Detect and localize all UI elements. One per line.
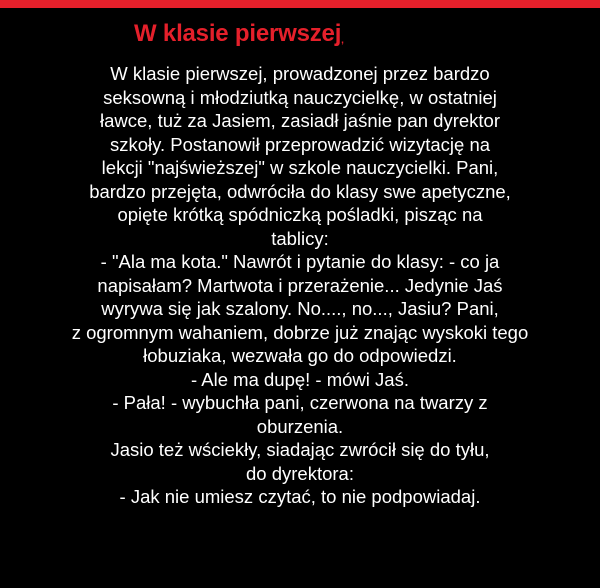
story-line: łobuziaka, wezwała go do odpowiedzi.	[143, 345, 457, 366]
story-line: opięte krótką spódniczką pośladki, pisząc na	[117, 204, 483, 225]
story-line: do dyrektora:	[246, 462, 354, 484]
story-line: wyrywa się jak szalony. No...., no..., Jasiu? Pani,	[101, 298, 499, 319]
story-line: - Pała! - wybuchła pani, czerwona na twarzy z	[112, 392, 488, 413]
story-text	[0, 62, 600, 509]
story-line: bardzo przejęta, odwróciła do klasy swe apetyczne,	[89, 180, 511, 202]
story-line: tablicy:	[271, 227, 329, 249]
story-line: W klasie pierwszej, prowadzonej przez bardzo	[110, 63, 490, 84]
top-accent-bar	[0, 0, 600, 8]
story-line: - Ale ma dupę! - mówi Jaś.	[191, 368, 409, 390]
story-line: oburzenia.	[256, 415, 344, 437]
story-line: lekcji "najświeższej" w szkole nauczycielki. Pani,	[101, 157, 499, 178]
story-line: - Jak nie umiesz czytać, to nie podpowiadaj.	[119, 486, 481, 507]
story-line: ławce, tuż za Jasiem, zasiadł jaśnie pan dyrektor	[100, 110, 500, 131]
story-line: z ogromnym wahaniem, dobrze już znając wyskoki tego	[71, 321, 529, 343]
title-mark: ,	[341, 35, 344, 46]
story-line: seksowną i młodziutką nauczycielkę, w ostatniej	[103, 86, 497, 108]
story-line: szkoły. Postanowił przeprowadzić wizytację na	[109, 133, 491, 155]
title-text: W klasie pierwszej	[134, 20, 342, 47]
story-line: Jasio też wściekły, siadając zwrócił się do tyłu,	[110, 439, 490, 460]
story-line: - "Ala ma kota." Nawrót i pytanie do klasy: - co ja	[100, 251, 500, 272]
story-line: napisałam? Martwota i przerażenie... Jedynie Jaś	[97, 274, 503, 296]
page-title	[134, 20, 344, 48]
